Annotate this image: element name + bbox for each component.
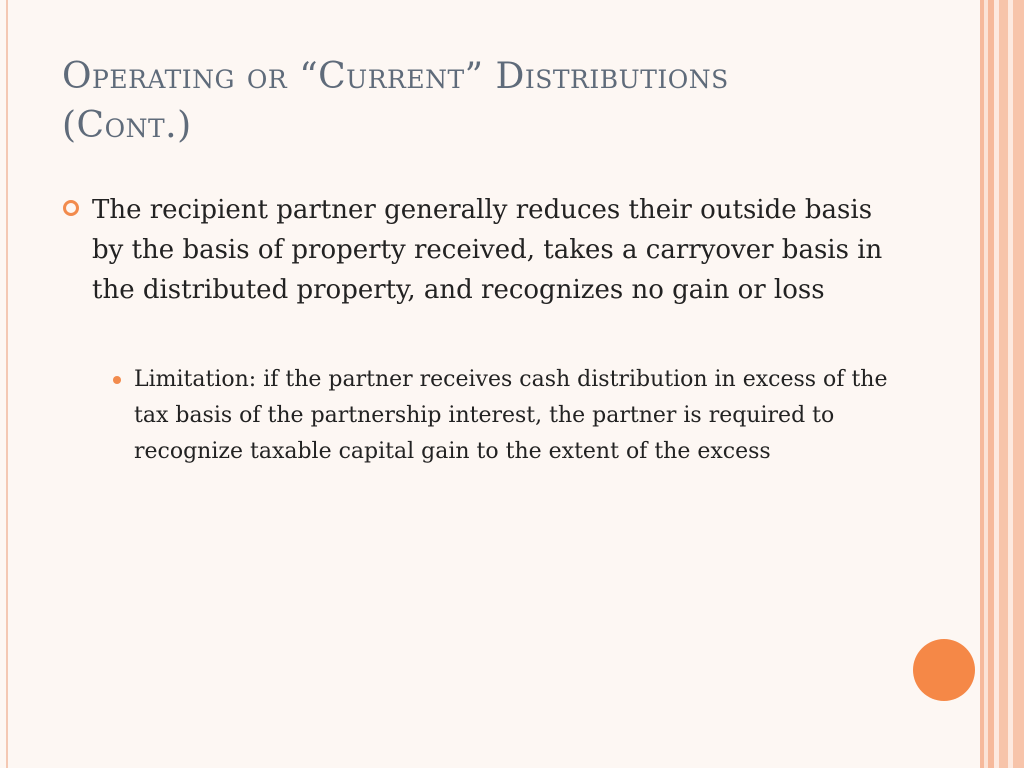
bullet-point: The recipient partner generally reduces their outside basis by the basis of property received, takes a carryover basis in the distributed property, and recognizes no gain or loss (92, 195, 883, 305)
decorative-stripe (1013, 0, 1024, 768)
slide-title (62, 52, 962, 150)
left-accent-line (6, 0, 8, 768)
filled-dot-bullet-icon (113, 376, 121, 384)
decorative-stripe (999, 0, 1008, 768)
hollow-circle-bullet-icon (63, 200, 79, 216)
slide-title-line-2: (Cont.) (62, 105, 192, 146)
slide-title-line-1: Operating or “Current” Distributions (62, 56, 729, 97)
sub-bullet-point: Limitation: if the partner receives cash distribution in excess of the tax basis of the partnership interest, the partner is required to recognize taxable capital gain to the extent of the excess (134, 367, 888, 464)
orange-circle-decoration (913, 639, 975, 701)
